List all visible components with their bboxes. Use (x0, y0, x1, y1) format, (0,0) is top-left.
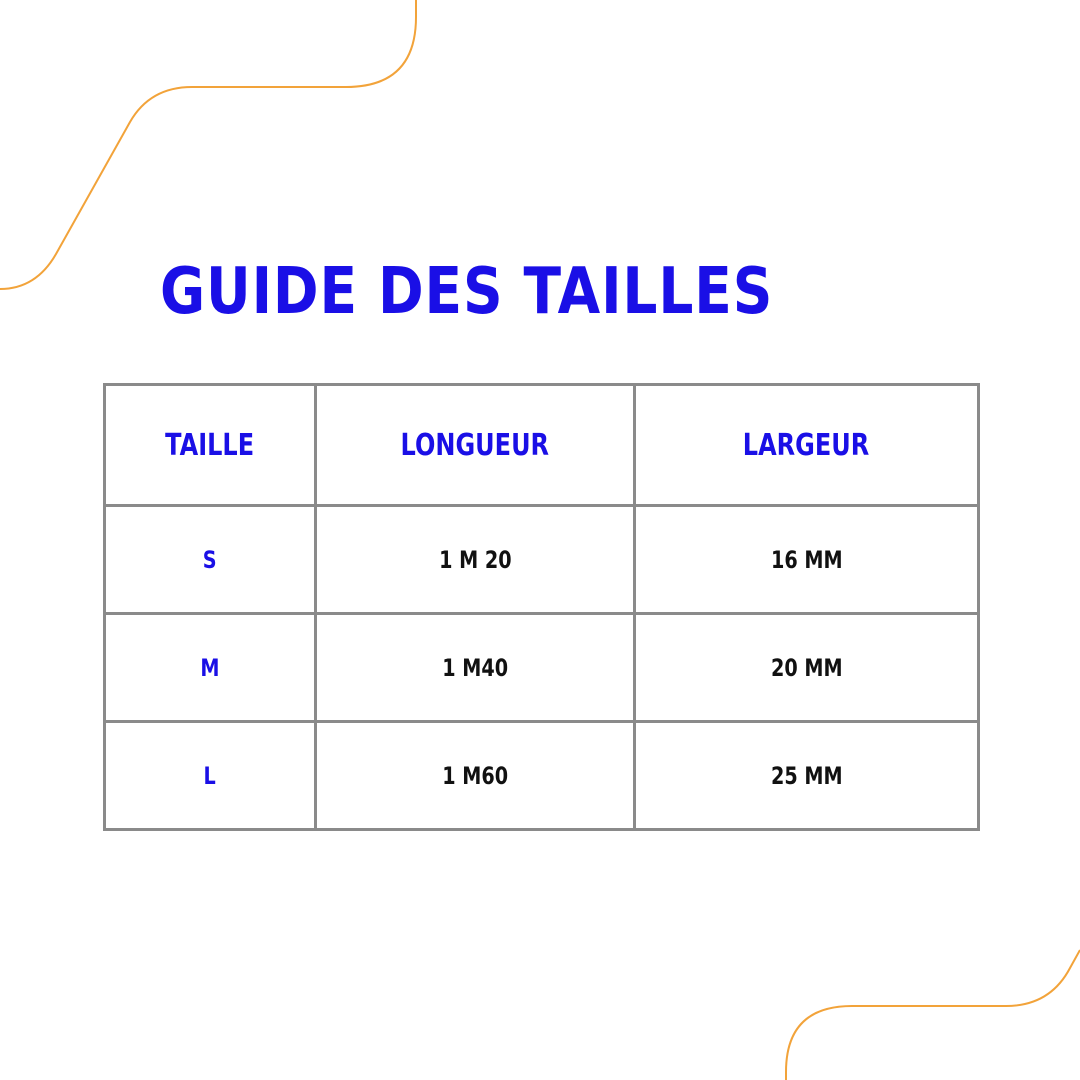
width-cell (635, 506, 979, 614)
size-guide-table (103, 383, 980, 831)
header-taille-label: TAILLE (165, 427, 255, 463)
length-cell (316, 614, 635, 722)
table-row (105, 506, 979, 614)
header-longueur-label: LONGUEUR (400, 427, 550, 463)
table-row (105, 722, 979, 830)
table-row (105, 614, 979, 722)
header-taille (105, 385, 316, 506)
header-largeur (635, 385, 979, 506)
length-value: 1 M40 (442, 653, 508, 682)
size-value: S (203, 545, 217, 574)
bottom-right-curve (786, 950, 1080, 1080)
header-largeur-label: LARGEUR (743, 427, 870, 463)
header-longueur (316, 385, 635, 506)
size-value: L (203, 761, 217, 790)
length-cell (316, 722, 635, 830)
length-value: 1 M60 (442, 761, 508, 790)
width-value: 16 MM (770, 545, 843, 574)
top-left-curve (0, 0, 416, 289)
table-header-row (105, 385, 979, 506)
width-value: 20 MM (770, 653, 843, 682)
size-value: M (200, 653, 220, 682)
length-value: 1 M 20 (438, 545, 512, 574)
size-cell (105, 614, 316, 722)
length-cell (316, 506, 635, 614)
width-value: 25 MM (770, 761, 843, 790)
width-cell (635, 722, 979, 830)
size-cell (105, 722, 316, 830)
width-cell (635, 614, 979, 722)
size-cell (105, 506, 316, 614)
page-title: GUIDE DES TAILLES (160, 255, 774, 329)
